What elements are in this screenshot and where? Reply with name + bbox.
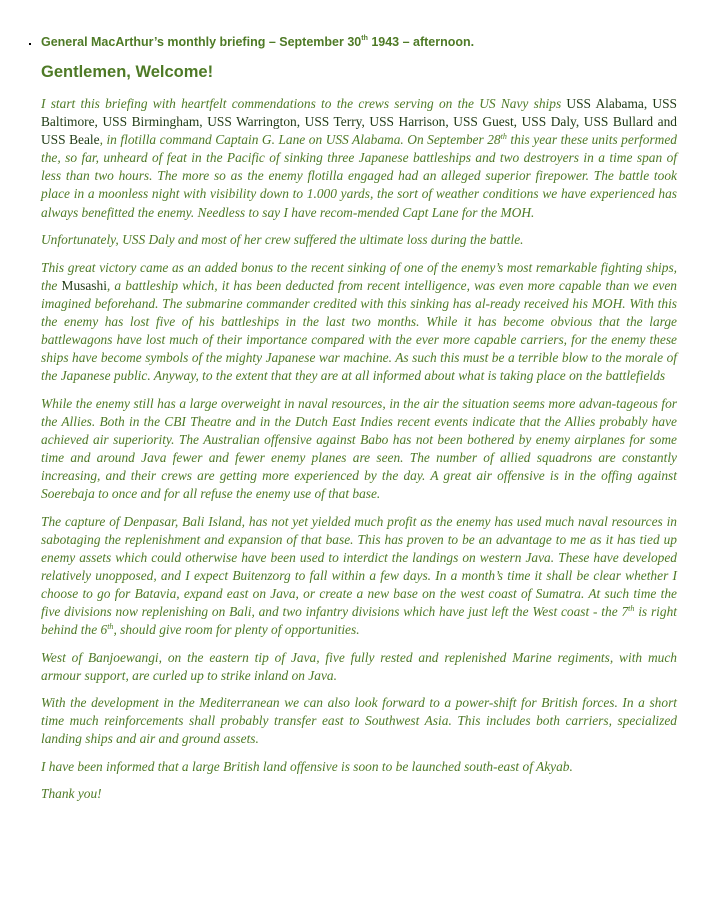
p5-text-1: The capture of Denpasar, Bali Island, has not yet yielded much profit as the enemy has used much naval resources in sabotaging the replenishment and expansion of that base. This has proven to be an advantage to me as it has tied up enemy assets which could otherwise have been used to interdict the landings on western Java. These have developed relatively unopposed, and I expect Buitenzorg to fall within a few days. In a month’s time it shall be clear whether I choose to go for Batavia, expand east on Java, or create a new base on the west coast of Sumatra. At such time the five divisions now replenishing on Bali, and two infantry divisions which have just left the West coast - the 7 <box>41 513 677 619</box>
paragraph-akyab: I have been informed that a large British land offensive is soon to be launched south-east of Akyab. <box>41 758 573 774</box>
header-superscript: th <box>361 35 368 42</box>
briefing-body <box>41 95 677 813</box>
p1-text-2: , in flotilla command Captain G. Lane on USS Alabama. On September 28 <box>99 132 501 148</box>
closing-thanks: Thank you! <box>41 786 102 802</box>
welcome-heading: Gentlemen, Welcome! <box>41 63 214 81</box>
briefing-header <box>41 35 474 49</box>
header-prefix: General MacArthur’s monthly briefing – September 30 <box>41 35 362 49</box>
paragraph-denpasar <box>41 513 677 640</box>
p1-superscript: th <box>500 132 507 142</box>
p5-superscript-2: th <box>107 622 114 632</box>
p5-superscript-1: th <box>628 604 635 613</box>
p1-text-3: this year these units performed the, so far, unheard of feat in the Pacific of sinking three Japanese battleships and two destroyers in a time span of less than two hours. The more so as the enemy flotilla engaged had an alleged superior firepower. The battle took place in a moonless night with visibility down to 1.000 yards, the sort of weather conditions we have experienced has always benefitted the enemy. Needless to say I have recom-mended Capt Lane for the MOH. <box>41 132 677 220</box>
bullet-mark <box>29 43 31 45</box>
header-rest: 1943 – afternoon. <box>367 35 475 49</box>
p5-text-3: , should give room for plenty of opportunities. <box>113 622 360 638</box>
paragraph-commendations <box>41 95 677 222</box>
paragraph-mediterranean: With the development in the Mediterranean we can also look forward to a power-shift for British forces. In a short time much reinforcements shall probably transfer east to Southwest Asia. This includes both carriers, specialized landing ships and air and ground assets. <box>41 695 677 747</box>
p3-text-2: , a battleship which, it has been deducted from recent intelligence, was even more capable than we even imagined beforehand. The submarine commander credited with this sinking has al-ready received his MOH. With this the enemy has lost five of his battleships in the last two months. While it has become obvious that the large battlewagons have lost much of their importance compared with the ever more capable carriers, for the enemy these ships have become symbols of the mighty Japanese war machine. As such this must be a terrible blow to the morale of the Japanese public. Anyway, to the extent that they are at all informed about what is taking place on the battlefields <box>41 277 677 384</box>
p3-text-1: This great victory came as an added bonus to the recent sinking of one of the enemy’s most remarkable fighting ships, the <box>41 259 677 293</box>
ship-name-musashi: Musashi <box>61 277 107 293</box>
paragraph-loss: Unfortunately, USS Daly and most of her crew suffered the ultimate loss during the battle. <box>41 232 524 248</box>
paragraph-marines: West of Banjoewangi, on the eastern tip of Java, five fully rested and replenished Marine regiments, with much armour support, are curled up to strike inland on Java. <box>41 649 677 683</box>
paragraph-musashi <box>41 259 677 386</box>
paragraph-air-superiority: While the enemy still has a large overweight in naval resources, in the air the situation seems more advan-tageous for the Allies. Both in the CBI Theatre and in the Dutch East Indies recent events indicate that the Allies probably have achieved air superiority. The Australian offensive against Babo has not been bothered by enemy airplanes for some time and around Java fewer and fewer enemy planes are seen. The number of allied squadrons are constantly increasing, and their crews are getting more experienced by the day. A great air offensive is in the offing against Soerebaja to once and for all refuse the enemy use of that base. <box>41 395 677 502</box>
p1-text-1: I start this briefing with heartfelt commendations to the crews serving on the US Navy ships <box>41 96 567 111</box>
ship-names: USS Alabama, USS Baltimore, USS Birmingham, USS Warrington, USS Terry, USS Harrison, USS Guest, USS Daly, USS Bullard and USS Beale <box>41 96 677 148</box>
p5-text-2: is right behind the 6 <box>41 604 677 638</box>
